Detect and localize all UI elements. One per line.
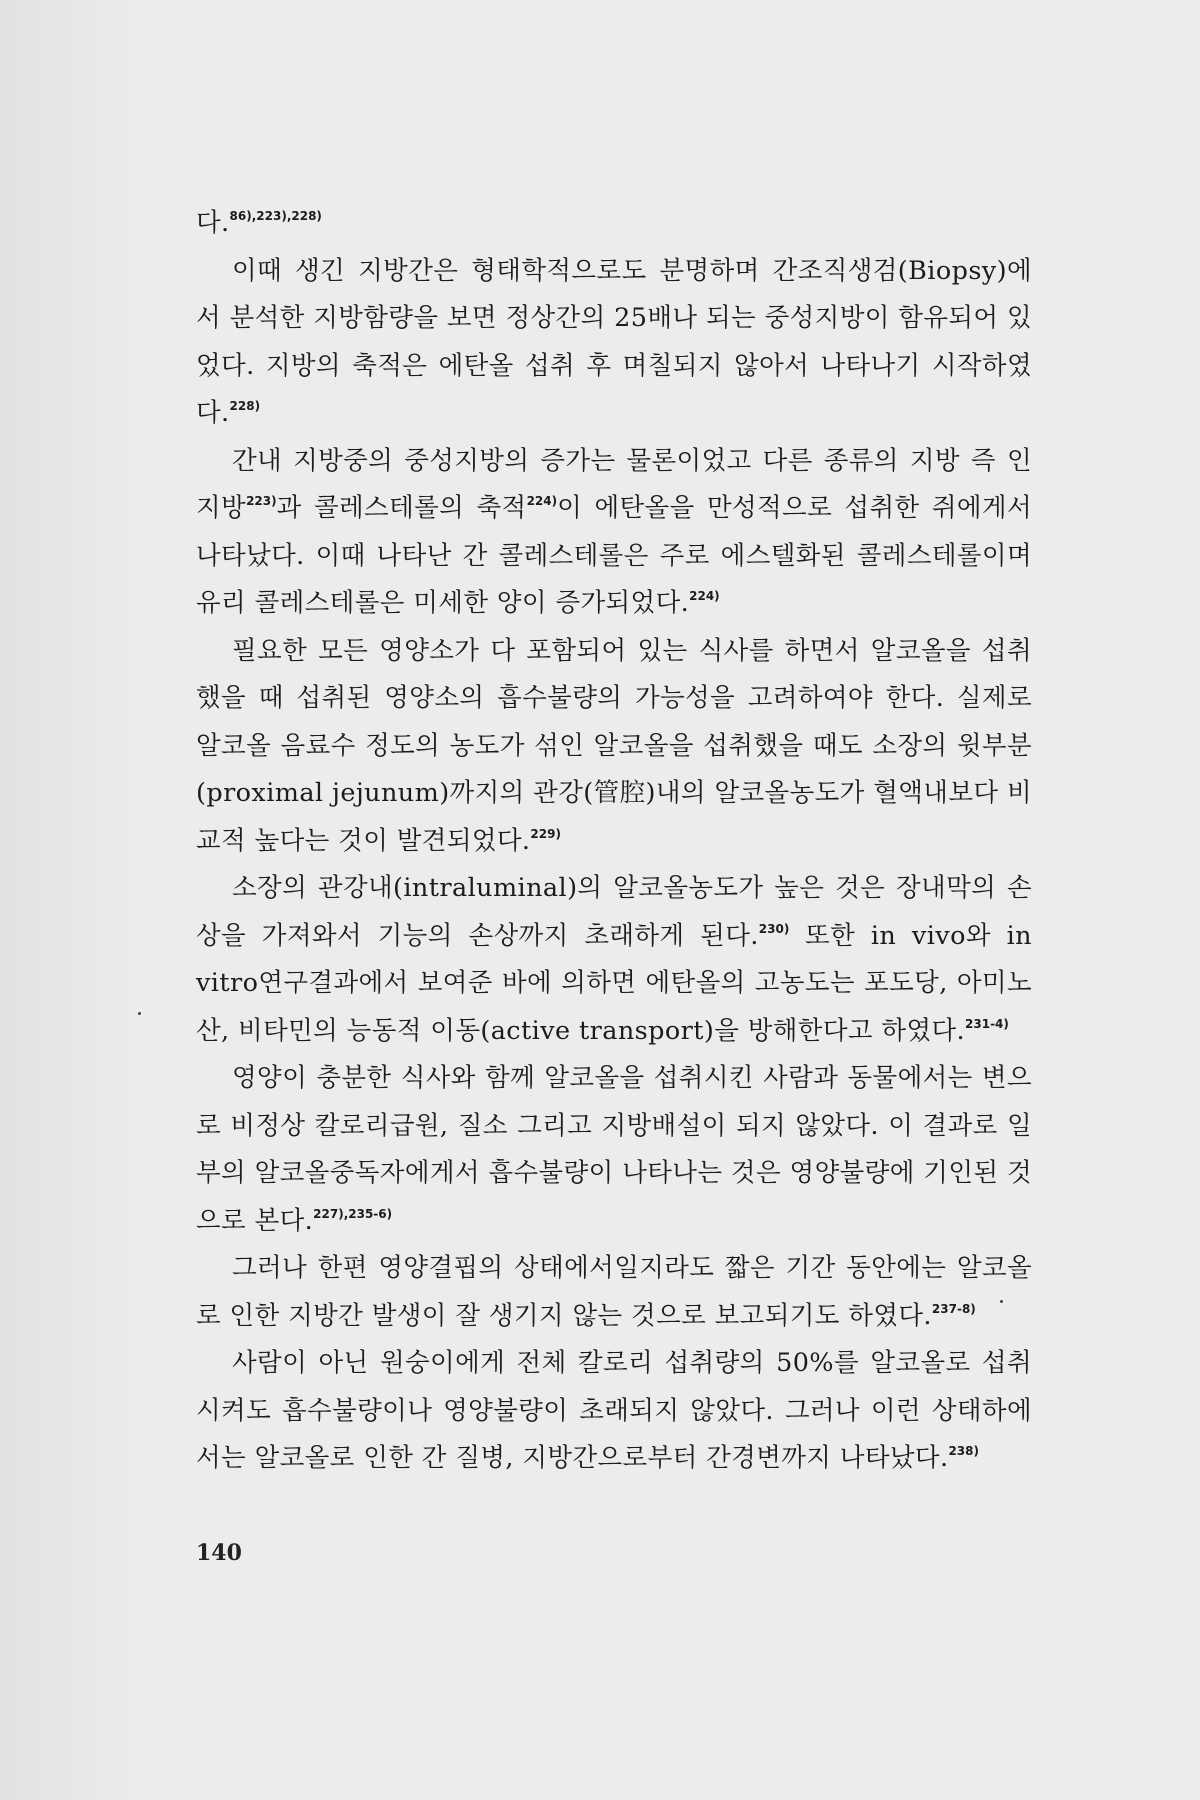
paragraph-6 — [196, 1055, 1032, 1245]
scan-speck — [1000, 1300, 1003, 1303]
paragraph-3 — [196, 438, 1032, 628]
reference-superscript: 224) — [526, 494, 558, 508]
paragraph-text: 이 에탄올을 만성적으로 섭취한 쥐에게서 나타났다. 이때 나타난 간 콜레스테롤은 주로 에스텔화된 콜레스테롤이며 유리 콜레스테롤은 미세한 양이 증가되었다. — [196, 493, 1032, 618]
reference-superscript: 223) — [246, 494, 277, 508]
reference-superscript: 231-4) — [965, 1016, 1009, 1031]
reference-superscript: 237-8) — [931, 1301, 976, 1316]
paragraph-text: 영양이 충분한 식사와 함께 알코올을 섭취시킨 사람과 동물에서는 변으로 비정상 칼로리급원, 질소 그리고 지방배설이 되지 않았다. 이 결과로 일부의 알코올중독자에게서 흡수불량이 나타나는 것은 영양불량에 기인된 것으로 본다. — [196, 1063, 1032, 1236]
paragraph-text: 사람이 아닌 원숭이에게 전체 칼로리 섭취량의 50%를 알코올로 섭취시켜도 흡수불량이나 영양불량이 초래되지 않았다. 그러나 이런 상태하에서는 알코올로 인한 간 질병, 지방간으로부터 간경변까지 나타났다. — [196, 1348, 1032, 1473]
paragraph-5 — [196, 865, 1032, 1055]
paragraph-text: 이때 생긴 지방간은 형태학적으로도 분명하며 간조직생검(Biopsy)에서 분석한 지방함량을 보면 정상간의 25배나 되는 중성지방이 함유되어 있었다. 지방의 축적은 에탄올 섭취 후 며칠되지 않아서 나타나기 시작하였다. — [196, 255, 1032, 428]
paragraph-4 — [196, 628, 1032, 866]
reference-superscript: 230) — [758, 921, 790, 936]
paragraph-text: 또한 in vivo와 in vitro연구결과에서 보여준 바에 의하면 에탄올의 고농도는 포도당, 아미노산, 비타민의 능동적 이동(active transport)을 방해한다고 하였다. — [196, 920, 1032, 1046]
reference-superscript: 227),235-6) — [313, 1206, 393, 1221]
paragraph-1 — [196, 200, 1032, 248]
paragraph-text: 그러나 한편 영양결핍의 상태에서일지라도 짧은 기간 동안에는 알코올로 인한 지방간 발생이 잘 생기지 않는 것으로 보고되기도 하였다. — [196, 1253, 1032, 1331]
reference-superscript: 86),223),228) — [229, 209, 322, 223]
paragraph-7 — [196, 1245, 1032, 1340]
reference-superscript: 229) — [530, 826, 561, 841]
paragraph-text: 소장의 관강내(intraluminal)의 알코올농도가 높은 것은 장내막의 손상을 가져와서 기능의 손상까지 초래하게 된다. — [196, 873, 1032, 951]
reference-superscript: 228) — [229, 399, 261, 413]
paragraph-text: 필요한 모든 영양소가 다 포함되어 있는 식사를 하면서 알코올을 섭취했을 때 섭취된 영양소의 흡수불량의 가능성을 고려하여야 한다. 실제로 알코올 음료수 정도의 농도가 섞인 알코올을 섭취했을 때도 소장의 윗부분(proximal jejunum)까지의 관강(管腔)내의 알코올농도가 혈액내보다 비교적 높다는 것이 발견되었다. — [196, 635, 1032, 856]
reference-superscript: 224) — [689, 589, 720, 603]
paragraph-8 — [196, 1340, 1032, 1483]
scan-speck — [138, 1012, 141, 1015]
paragraph-text: 과 콜레스테롤의 축적 — [276, 493, 527, 523]
paragraph-text: 간내 지방중의 중성지방의 증가는 물론이었고 다른 종류의 지방 즉 인지방 — [196, 445, 1032, 523]
body-text — [196, 200, 1032, 1483]
reference-superscript: 238) — [948, 1444, 979, 1458]
paragraph-2 — [196, 248, 1032, 438]
paragraph-text: 다. — [196, 208, 230, 238]
page-number: 140 — [196, 1540, 242, 1566]
